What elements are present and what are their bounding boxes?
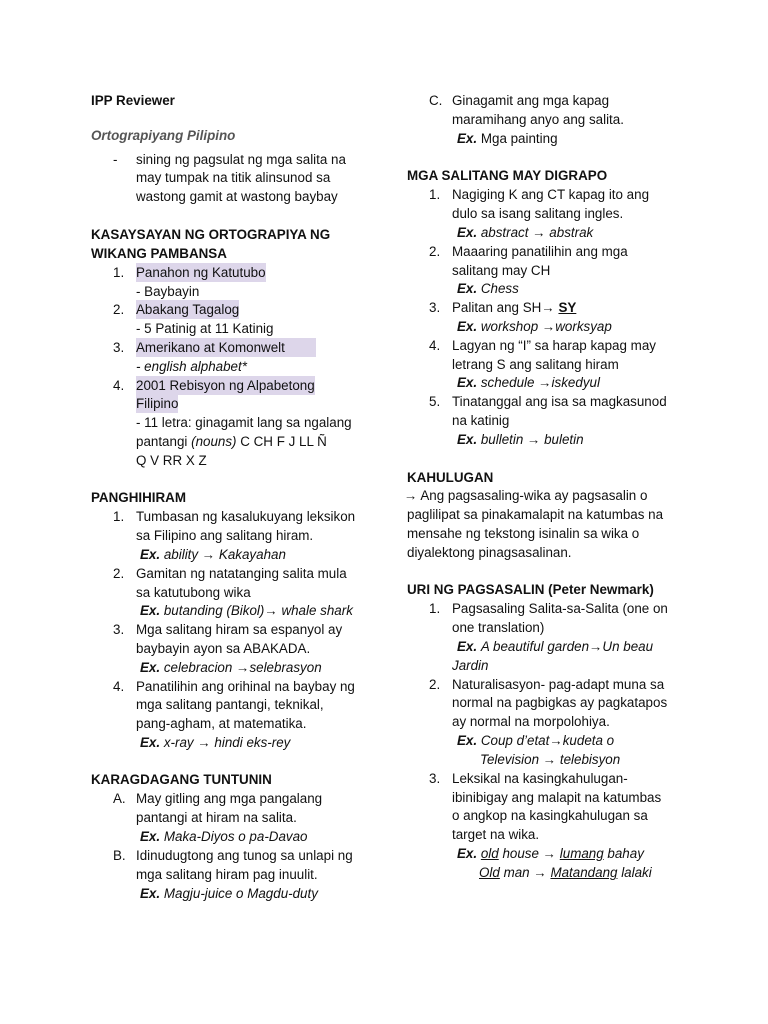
ex-label: Ex. [140,886,161,901]
ex-label: Ex. [457,639,478,654]
list-number: 4. [113,679,125,694]
ex-label: Ex. [457,432,478,447]
list-text: Panatilihin ang orihinal na baybay ng [136,679,355,694]
list-text: mga salitang hiram pag inuulit. [136,867,318,882]
ex-text: Chess [480,281,519,296]
list-text: one translation) [452,620,545,635]
ex-text: celebracion →selebrasyon [163,660,322,675]
list-number: 4. [429,338,441,353]
ex-text: Maka-Diyos o pa-Davao [163,829,308,844]
example [140,827,307,846]
list-text: target na wika. [452,827,540,842]
list-number: 4. [113,378,125,393]
section-heading: URI NG PAGSASALIN (Peter Newmark) [407,582,654,597]
rule-text: Palitan ang SH→ [452,300,559,315]
list-text: Leksikal na kasingkahulugan- [452,771,628,786]
list-text: sa katutubong wika [136,585,251,600]
list-text: na katinig [452,413,510,428]
ex-word: old [480,846,499,861]
list-number: 2. [429,677,441,692]
ex-text: workshop →worksyap [480,319,612,334]
list-text: Tinatanggal ang isa sa magkasunod [452,394,667,409]
list-item-sub: Q V RR X Z [136,453,207,468]
list-text: letrang S ang salitang hiram [452,357,619,372]
list-number: 1. [429,601,441,616]
list-text: May gitling ang mga pangalang [136,791,323,806]
list-text: baybayin ayon sa ABAKADA. [136,641,311,656]
def-line: may tumpak na titik alinsunod sa [136,170,331,185]
ex-text: bahay [603,846,644,861]
list-text: normal na pagbigkas ay pagkatapos [452,695,668,710]
ex-text: Magju-juice o Magdu-duty [163,886,318,901]
ex-label: Ex. [457,846,478,861]
ex-label: Ex. [140,603,161,618]
ex-label: Ex. [457,281,478,296]
list-text: salitang may CH [452,263,551,278]
list-item-sub: - english alphabet* [136,359,247,374]
list-text: Maaaring panatilihin ang mga [452,244,628,259]
example [140,601,353,620]
section-heading: MGA SALITANG MAY DIGRAPO [407,168,608,183]
section-heading: PANGHIHIRAM [91,490,186,505]
list-text: pantangi at hiram na salita. [136,810,297,825]
paragraph-line: → Ang pagsasaling-wika ay pagsasalin o [404,488,648,503]
bullet: - [113,152,118,167]
ex-text: Coup d’etat→kudeta o [480,733,615,748]
list-item-title: Panahon ng Katutubo [136,265,266,280]
ex-word: lumang [559,846,604,861]
list-text: o angkop na kasingkahulugan sa [452,808,648,823]
example [457,430,584,449]
ex-text: ability → Kakayahan [163,547,286,562]
example-cont [479,863,652,882]
example [457,731,614,750]
example [457,129,558,148]
list-number: C. [429,93,443,108]
example [457,223,593,242]
list-item-title: Filipino [136,396,179,411]
list-number: A. [113,791,126,806]
example [140,658,322,677]
example [140,545,286,564]
list-text: Naturalisasyon- pag-adapt muna sa [452,677,665,692]
ex-text: Mga painting [480,131,558,146]
section-heading: KARAGDAGANG TUNTUNIN [91,772,272,787]
ex-text: house → [498,846,560,861]
list-item-sub: - 5 Patinig at 11 Katinig [136,321,274,336]
paragraph-line: paglilipat sa pinakamalapit na katumbas na [407,507,664,522]
list-text: ay normal na morpolohiya. [452,714,610,729]
list-item-sub [136,432,327,451]
ex-label: Ex. [457,319,478,334]
doc-title: IPP Reviewer [91,93,175,108]
paragraph-line: diyalektong pinagsasalinan. [407,545,572,560]
subtitle: Ortograpiyang Pilipino [91,128,236,143]
ex-label: Ex. [140,735,161,750]
ex-label: Ex. [140,547,161,562]
list-number: 1. [429,187,441,202]
list-text: Idinudugtong ang tunog sa unlapi ng [136,848,353,863]
list-text: ibinibigay ang malapit na katumbas [452,790,662,805]
list-number: 2. [113,302,125,317]
list-text: Lagyan ng “I” sa harap kapag may [452,338,656,353]
example-cont: Television → telebisyon [480,752,621,767]
list-number: 2. [113,566,125,581]
section-heading: WIKANG PAMBANSA [91,246,227,261]
list-text: maramihang anyo ang salita. [452,112,624,127]
list-item-title: Amerikano at Komonwelt [136,338,316,357]
sub-italic: (nouns) [191,434,237,449]
list-number: 1. [113,509,125,524]
section-heading: KAHULUGAN [407,470,494,485]
example [140,733,290,752]
ex-label: Ex. [457,225,478,240]
list-number: 3. [113,340,125,355]
example [140,884,318,903]
ex-word: Matandang [550,865,618,880]
list-text: pang-agham, at matematika. [136,716,307,731]
example [457,637,653,656]
sub-text: pantangi [136,434,192,449]
ex-text: A beautiful garden→Un beau [480,639,654,654]
list-text: dulo sa isang salitang ingles. [452,206,624,221]
ex-text: abstract → abstrak [480,225,594,240]
sub-text: C CH F J LL Ñ [236,434,327,449]
list-number: 3. [429,771,441,786]
example [457,317,612,336]
example [457,279,519,298]
ex-word: Old [479,865,500,880]
ex-text: x-ray → hindi eks-rey [163,735,291,750]
list-number: 2. [429,244,441,259]
ex-text: lalaki [617,865,652,880]
list-text: Pagsasaling Salita-sa-Salita (one on [452,601,668,616]
ex-text: bulletin → buletin [480,432,584,447]
def-line: wastong gamit at wastong baybay [136,189,338,204]
ex-label: Ex. [457,733,478,748]
paragraph-line: mensahe ng tekstong isinalin sa wika o [407,526,640,541]
example [457,844,644,863]
section-heading: KASAYSAYAN NG ORTOGRAPIYA NG [91,227,331,242]
list-text: mga salitang pantangi, teknikal, [136,697,324,712]
list-text [452,298,576,317]
list-text: Gamitan ng natatanging salita mula [136,566,347,581]
example-cont: Jardin [452,658,489,673]
list-number: 3. [113,622,125,637]
ex-text: man → [499,865,551,880]
list-text: Nagiging K ang CT kapag ito ang [452,187,650,202]
list-number: B. [113,848,126,863]
list-item-title: Abakang Tagalog [136,302,240,317]
list-item-title: 2001 Rebisyon ng Alpabetong [136,378,315,393]
list-text: Ginagamit ang mga kapag [452,93,610,108]
ex-text: schedule →iskedyul [480,375,600,390]
list-item-sub: - 11 letra: ginagamit lang sa ngalang [136,415,352,430]
list-item-sub: - Baybayin [136,284,200,299]
ex-label: Ex. [140,660,161,675]
example [457,373,600,392]
list-number: 5. [429,394,441,409]
def-line: sining ng pagsulat ng mga salita na [136,152,346,167]
list-text: Mga salitang hiram sa espanyol ay [136,622,343,637]
rule-emphasis: SY [558,300,577,315]
list-number: 3. [429,300,441,315]
list-text: Tumbasan ng kasalukuyang leksikon [136,509,356,524]
ex-label: Ex. [140,829,161,844]
list-text: sa Filipino ang salitang hiram. [136,528,314,543]
ex-label: Ex. [457,131,478,146]
list-number: 1. [113,265,125,280]
ex-label: Ex. [457,375,478,390]
ex-text: butanding (Bikol)→ whale shark [163,603,353,618]
